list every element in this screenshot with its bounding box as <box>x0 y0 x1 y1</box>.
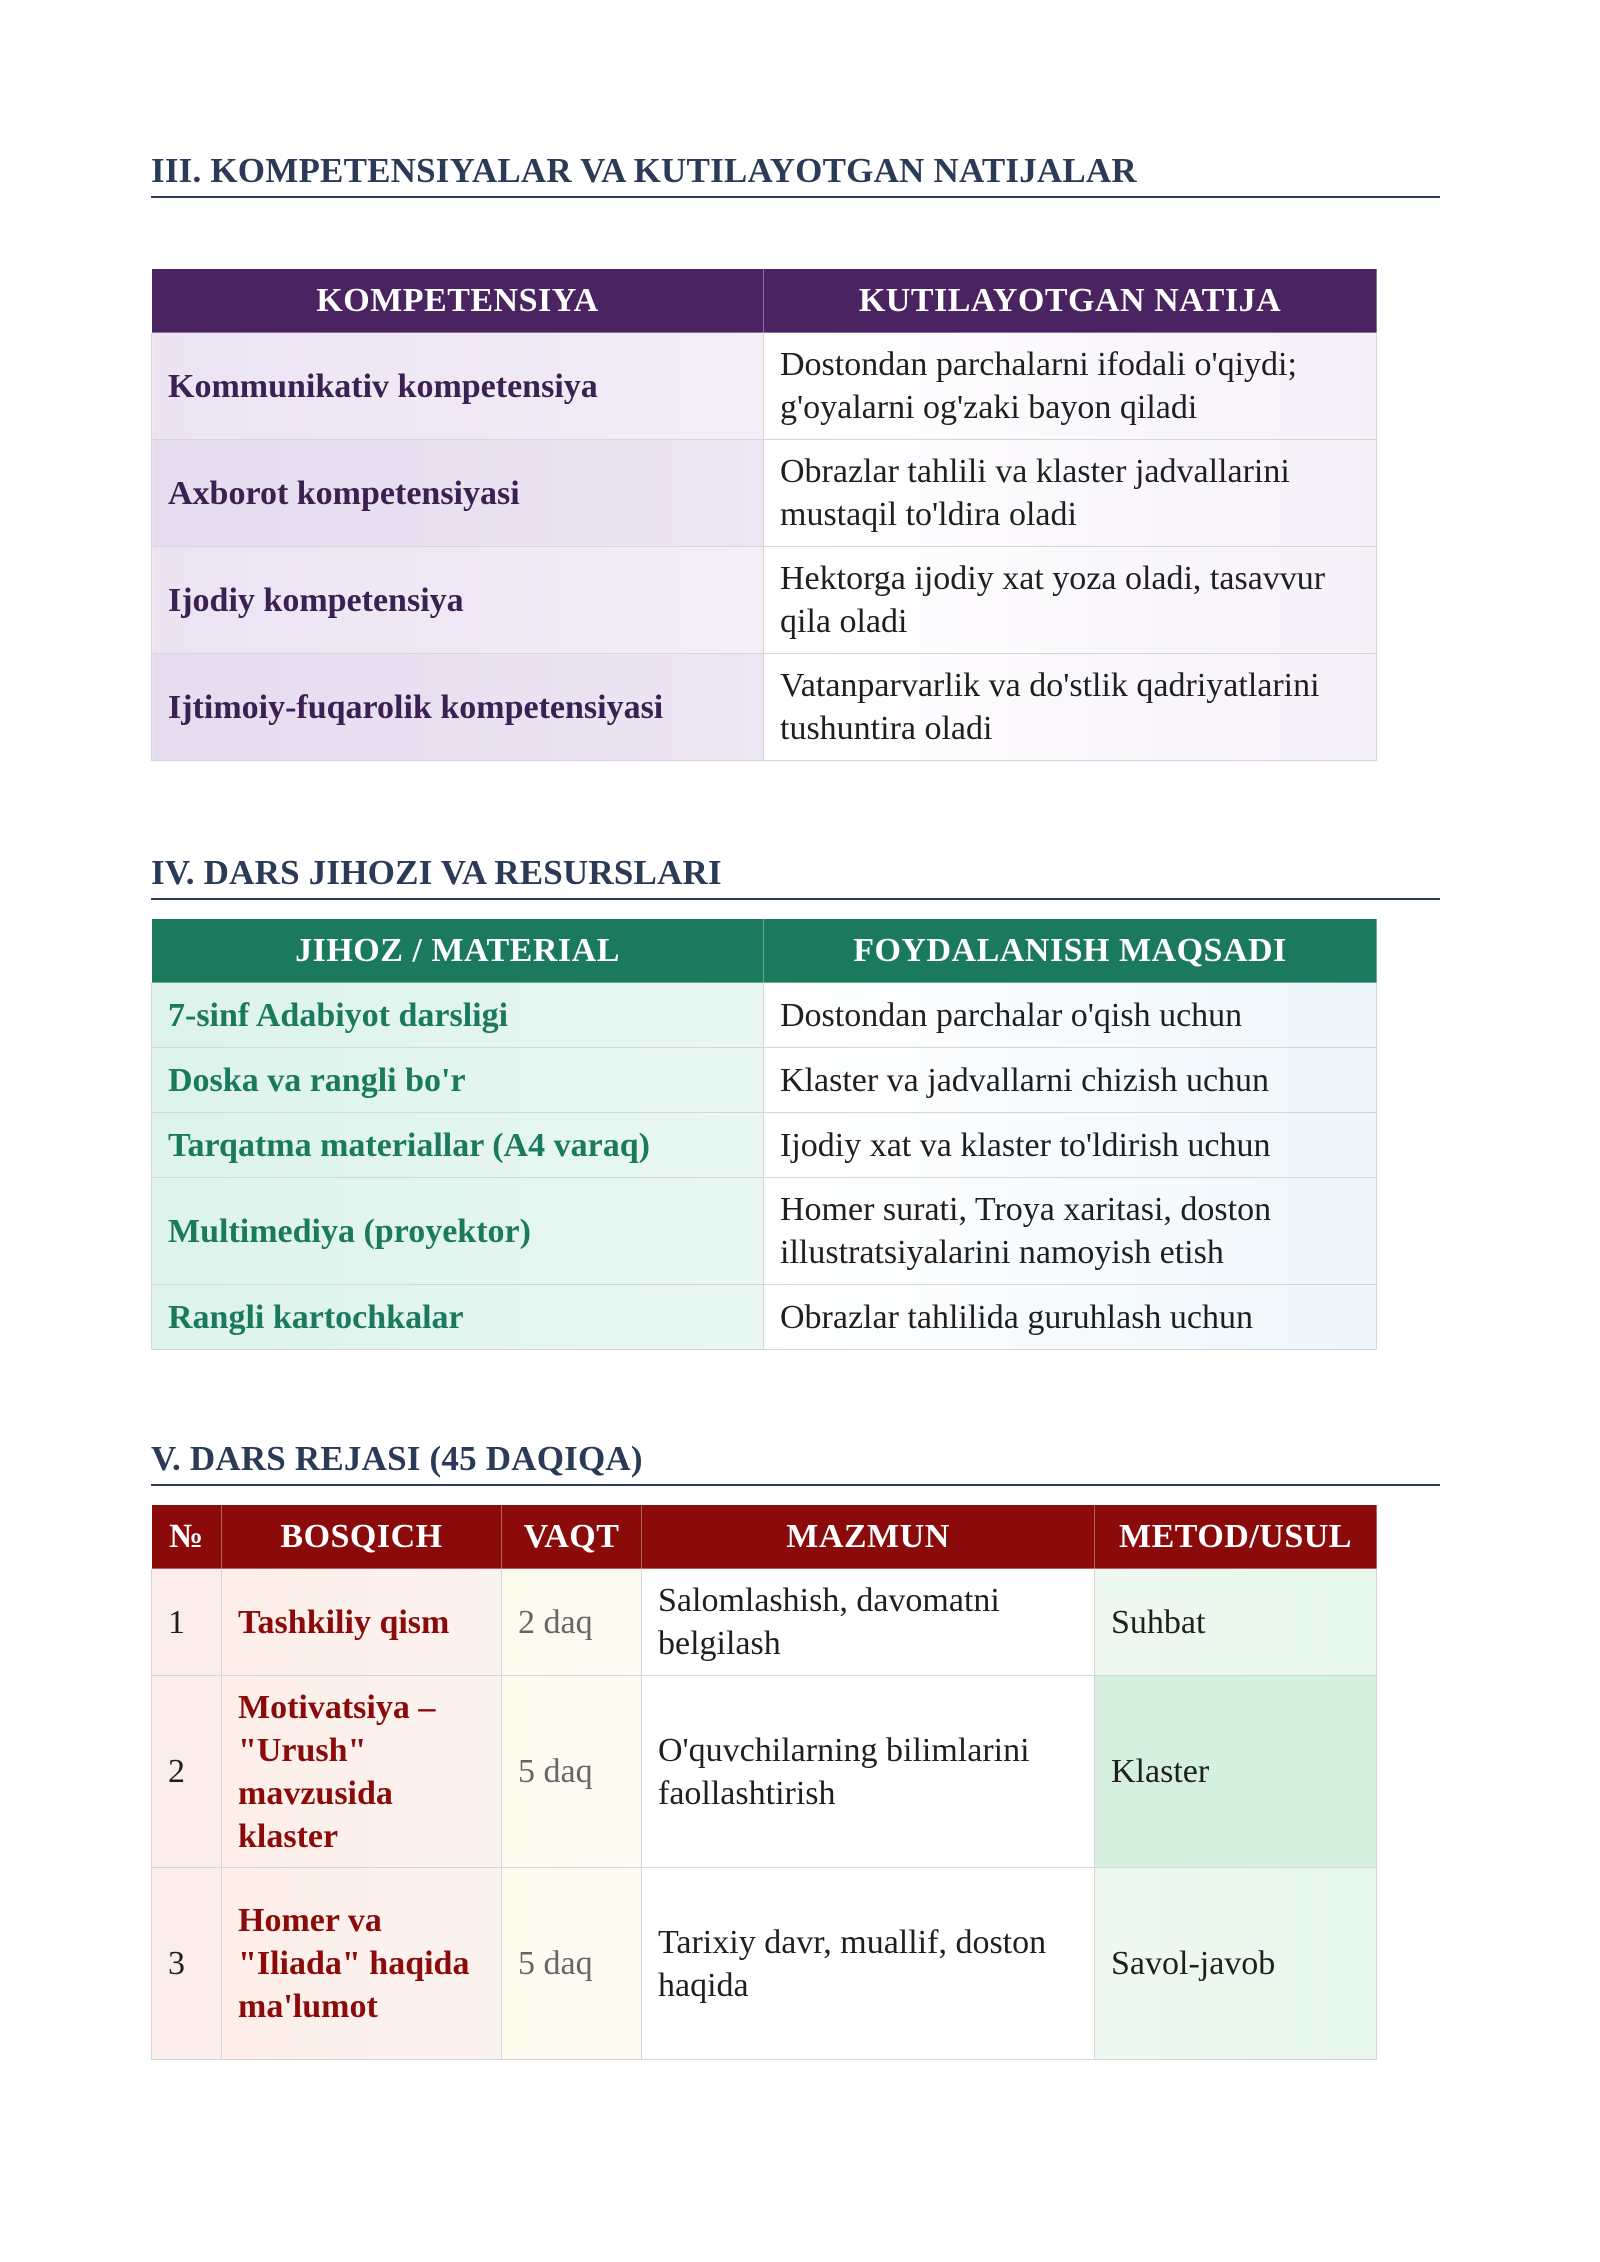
purpose-cell: Ijodiy xat va klaster to'ldirish uchun <box>764 1113 1377 1178</box>
result-cell: Vatanparvarlik va do'stlik qadriyatlarini tushuntira oladi <box>764 654 1377 761</box>
table-row <box>152 1113 1377 1178</box>
lesson-plan-table <box>151 1504 1377 2060</box>
material-cell: Tarqatma materiallar (A4 varaq) <box>152 1113 764 1178</box>
section-title-competencies: III. KOMPETENSIYALAR VA KUTILAYOTGAN NATIJALAR <box>151 150 1440 198</box>
purpose-cell: Obrazlar tahlilida guruhlash uchun <box>764 1285 1377 1350</box>
competencies-table <box>151 268 1377 761</box>
number-cell: 1 <box>152 1569 222 1676</box>
time-cell: 2 daq <box>502 1569 642 1676</box>
method-cell: Savol-javob <box>1095 1868 1377 2060</box>
table-row <box>152 440 1377 547</box>
table-row <box>152 1676 1377 1868</box>
competency-cell: Kommunikativ kompetensiya <box>152 333 764 440</box>
result-cell: Dostondan parchalarni ifodali o'qiydi; g'oyalarni og'zaki bayon qiladi <box>764 333 1377 440</box>
table-header-row <box>152 919 1377 983</box>
number-cell: 3 <box>152 1868 222 2060</box>
competency-cell: Ijodiy kompetensiya <box>152 547 764 654</box>
content-cell: Salomlashish, davomatni belgilash <box>642 1569 1095 1676</box>
stage-cell: Homer va "Iliada" haqida ma'lumot <box>222 1868 502 2060</box>
header-cell-content: MAZMUN <box>642 1505 1095 1569</box>
table-row <box>152 1285 1377 1350</box>
table-header-row <box>152 269 1377 333</box>
header-cell-stage: BOSQICH <box>222 1505 502 1569</box>
content-cell: Tarixiy davr, muallif, doston haqida <box>642 1868 1095 2060</box>
header-cell-result: KUTILAYOTGAN NATIJA <box>764 269 1377 333</box>
time-cell: 5 daq <box>502 1868 642 2060</box>
table-row <box>152 333 1377 440</box>
table-row <box>152 1868 1377 2060</box>
purpose-cell: Dostondan parchalar o'qish uchun <box>764 983 1377 1048</box>
purpose-cell: Homer surati, Troya xaritasi, doston illustratsiyalarini namoyish etish <box>764 1178 1377 1285</box>
content-cell: O'quvchilarning bilimlarini faollashtirish <box>642 1676 1095 1868</box>
resources-table <box>151 918 1377 1350</box>
material-cell: Rangli kartochkalar <box>152 1285 764 1350</box>
header-cell-purpose: FOYDALANISH MAQSADI <box>764 919 1377 983</box>
table-row <box>152 983 1377 1048</box>
table-row <box>152 654 1377 761</box>
table-row <box>152 1178 1377 1285</box>
time-cell: 5 daq <box>502 1676 642 1868</box>
table-row <box>152 547 1377 654</box>
section-title-resources: IV. DARS JIHOZI VA RESURSLARI <box>151 852 1440 900</box>
table-header-row <box>152 1505 1377 1569</box>
header-cell-time: VAQT <box>502 1505 642 1569</box>
material-cell: 7-sinf Adabiyot darsligi <box>152 983 764 1048</box>
table-row <box>152 1048 1377 1113</box>
header-cell-material: JIHOZ / MATERIAL <box>152 919 764 983</box>
purpose-cell: Klaster va jadvallarni chizish uchun <box>764 1048 1377 1113</box>
result-cell: Hektorga ijodiy xat yoza oladi, tasavvur qila oladi <box>764 547 1377 654</box>
method-cell: Suhbat <box>1095 1569 1377 1676</box>
header-cell-competency: KOMPETENSIYA <box>152 269 764 333</box>
table-row <box>152 1569 1377 1676</box>
header-cell-number: № <box>152 1505 222 1569</box>
section-title-plan: V. DARS REJASI (45 DAQIQA) <box>151 1438 1440 1486</box>
stage-cell: Motivatsiya – "Urush" mavzusida klaster <box>222 1676 502 1868</box>
stage-cell: Tashkiliy qism <box>222 1569 502 1676</box>
material-cell: Doska va rangli bo'r <box>152 1048 764 1113</box>
number-cell: 2 <box>152 1676 222 1868</box>
header-cell-method: METOD/USUL <box>1095 1505 1377 1569</box>
method-cell: Klaster <box>1095 1676 1377 1868</box>
competency-cell: Axborot kompetensiyasi <box>152 440 764 547</box>
material-cell: Multimediya (proyektor) <box>152 1178 764 1285</box>
result-cell: Obrazlar tahlili va klaster jadvallarini mustaqil to'ldira oladi <box>764 440 1377 547</box>
competency-cell: Ijtimoiy-fuqarolik kompetensiyasi <box>152 654 764 761</box>
